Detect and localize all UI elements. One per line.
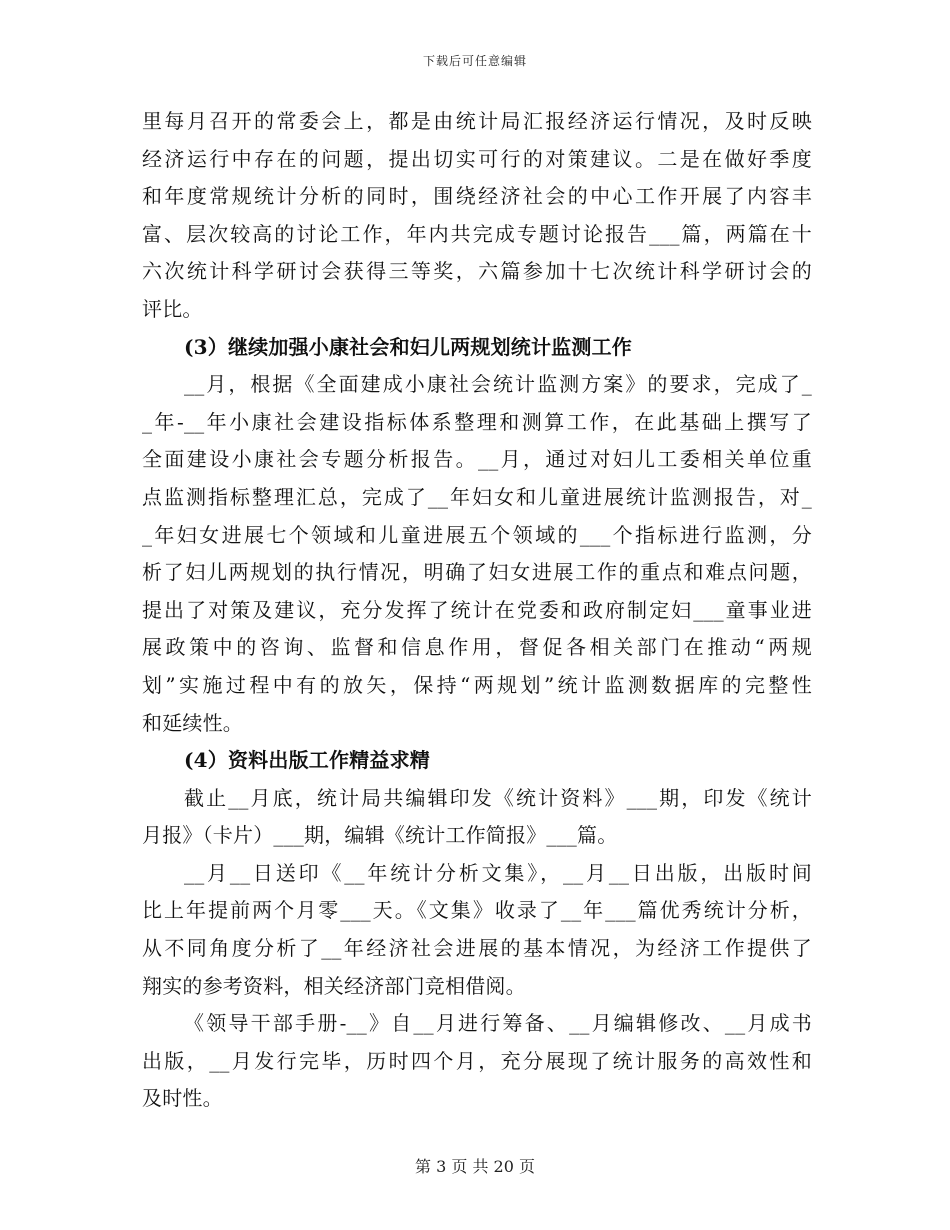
paragraph-line: _年-__年小康社会建设指标体系整理和测算工作，在此基础上撰写了 [142,409,812,434]
paragraph-line: 提出了对策及建议，充分发挥了统计在党委和政府制定妇___童事业进 [142,597,812,622]
paragraph-line: 里每月召开的常委会上，都是由统计局汇报经济运行情况，及时反映 [142,109,812,133]
paragraph-line: 比上年提前两个月零___天。《文集》收录了__年___篇优秀统计分析， [142,898,812,923]
paragraph-line: 点监测指标整理汇总，完成了__年妇女和儿童进展统计监测报告，对_ [142,484,812,509]
paragraph-line: 和延续性。 [142,710,243,735]
document-body [142,103,812,1118]
paragraph-line: 从不同角度分析了__年经济社会进展的基本情况，为经济工作提供了 [142,936,812,961]
paragraph-line: 经济运行中存在的问题，提出切实可行的对策建议。二是在做好季度 [142,146,812,171]
paragraph-line: 富、层次较高的讨论工作，年内共完成专题讨论报告___篇，两篇在十 [142,221,812,246]
paragraph-line: 和年度常规统计分析的同时，围绕经济社会的中心工作开展了内容丰 [142,184,812,209]
section-heading: (4）资料出版工作精益求精 [184,748,430,773]
paragraph-line: _年妇女进展七个领域和儿童进展五个领域的___个指标进行监测，分 [142,522,812,547]
paragraph-line: __月__日送印《__年统计分析文集》，__月__日出版，出版时间 [184,860,812,885]
paragraph-line: 六次统计科学研讨会获得三等奖，六篇参加十七次统计科学研讨会的 [142,259,812,284]
page-header: 下载后可任意编辑 [422,54,527,68]
paragraph-line: 评比。 [142,296,203,321]
paragraph-line: 《领导干部手册-__》自__月进行筹备、__月编辑修改、__月成书 [184,1011,812,1036]
paragraph-line: 析了妇儿两规划的执行情况，明确了妇女进展工作的重点和难点问题， [142,560,812,585]
paragraph-line: 出版，__月发行完毕，历时四个月，充分展现了统计服务的高效性和 [142,1048,812,1073]
section-heading: (3）继续加强小康社会和妇儿两规划统计监测工作 [184,334,632,359]
paragraph-line: 月报》（卡片）___期，编辑《统计工作简报》___篇。 [142,823,618,848]
page-footer: 第 3 页 共 20 页 [415,1157,535,1176]
paragraph-line: 翔实的参考资料，相关经济部门竞相借阅。 [142,973,526,998]
paragraph-line: __月，根据《全面建成小康社会统计监测方案》的要求，完成了_ [184,372,812,397]
paragraph-line: 截止__月底，统计局共编辑印发《统计资料》___期，印发《统计 [184,785,812,810]
paragraph-line: 划”实施过程中有的放矢，保持“两规划”统计监测数据库的完整性 [142,672,812,697]
paragraph-line: 展政策中的咨询、监督和信息作用，督促各相关部门在推动“两规 [142,635,812,660]
paragraph-line: 全面建设小康社会专题分析报告。__月，通过对妇儿工委相关单位重 [142,447,812,472]
paragraph-line: 及时性。 [142,1086,223,1111]
